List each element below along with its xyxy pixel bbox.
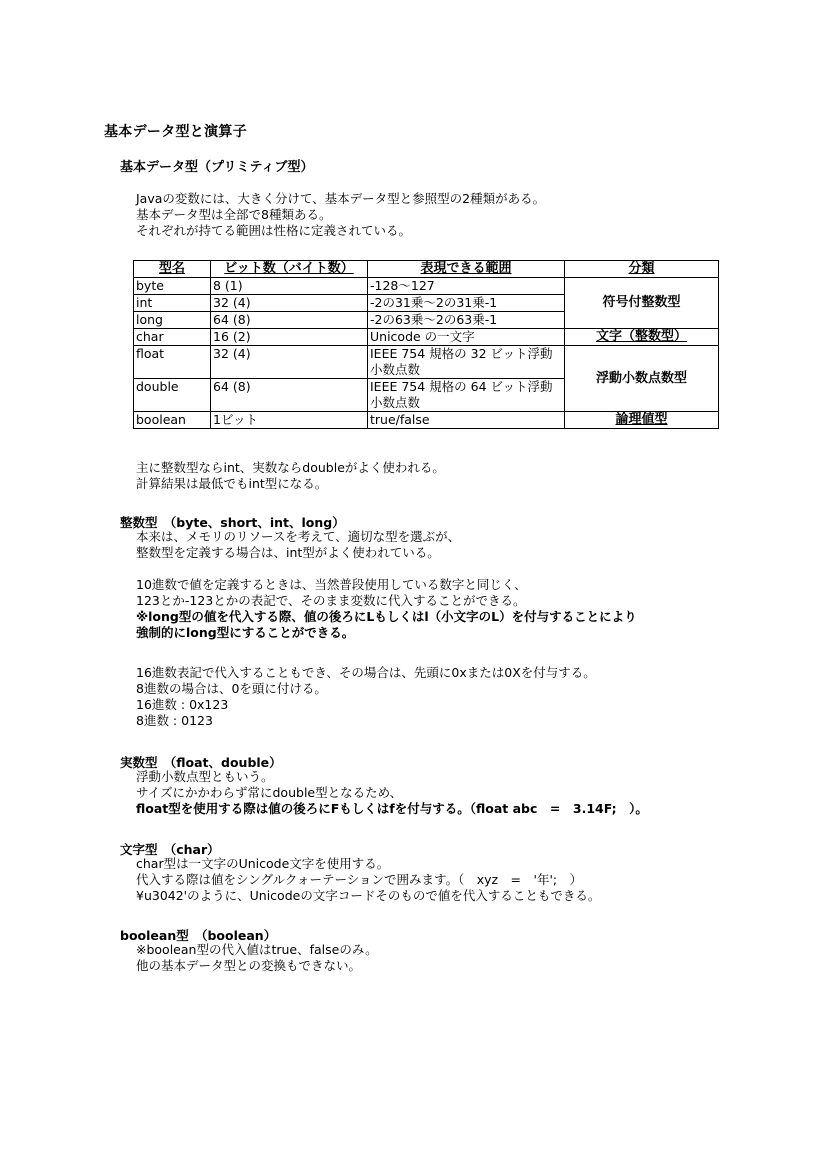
cell-bits: 32 (4)	[211, 295, 368, 312]
cell-range: IEEE 754 規格の 32 ビット浮動小数点数	[368, 346, 565, 379]
cell-category: 論理値型	[565, 412, 719, 429]
page-title: 基本データ型と演算子	[104, 124, 247, 140]
cell-bits: 8 (1)	[211, 278, 368, 295]
cell-category: 浮動小数点数型	[565, 346, 719, 412]
notes-paragraph	[136, 460, 445, 492]
table-row	[134, 346, 719, 379]
text-line: 整数型を定義する場合は、int型がよく使われている。	[136, 545, 440, 560]
text-line: 123とか-123とかの表記で、そのまま変数に代入することができる。	[136, 593, 526, 608]
char-section-body	[136, 856, 600, 904]
intro-paragraph	[136, 191, 545, 239]
header-type-name: 型名	[134, 261, 211, 278]
text-line: 10進数で値を定義するときは、当然普段使用している数字と同じく、	[136, 577, 527, 592]
text-line: 本来は、メモリのリソースを考えて、適切な型を選ぶが、	[136, 529, 461, 544]
text-line: 浮動小数点型ともいう。	[136, 769, 274, 784]
integer-section-body1	[136, 529, 460, 561]
cell-category: 符号付整数型	[565, 278, 719, 329]
cell-bits: 64 (8)	[211, 379, 368, 412]
integer-section-title: 整数型 （byte、short、int、long）	[120, 515, 345, 530]
cell-type: byte	[134, 278, 211, 295]
integer-section-body3	[136, 665, 596, 729]
cell-category: 文字（整数型）	[565, 329, 719, 346]
boolean-section-title: boolean型 （boolean）	[120, 928, 277, 943]
text-line: 他の基本データ型との変換もできない。	[136, 958, 362, 973]
table-row	[134, 329, 719, 346]
header-bits: ビット数（バイト数）	[211, 261, 368, 278]
text-line: ¥u3042'のように、Unicodeの文字コードそのもので値を代入することもできる。	[136, 888, 601, 903]
real-section-title: 実数型 （float、double）	[120, 755, 282, 770]
cell-type: float	[134, 346, 211, 379]
intro-line: それぞれが持てる範囲は性格に定義されている。	[136, 223, 412, 238]
integer-section-body2	[136, 577, 637, 641]
emphasis-line: ※long型の値を代入する際、値の後ろにLもしくはl（小文字のL）を付与することにより	[136, 609, 637, 624]
text-line: サイズにかかわらず常にdouble型となるため、	[136, 785, 403, 800]
cell-type: long	[134, 312, 211, 329]
intro-line: Javaの変数には、大きく分けて、基本データ型と参照型の2種類がある。	[136, 191, 546, 206]
table-row	[134, 412, 719, 429]
cell-bits: 1ビット	[211, 412, 368, 429]
text-line: 16進数 : 0x123	[136, 697, 229, 712]
text-line: 8進数の場合は、0を頭に付ける。	[136, 681, 327, 696]
emphasis-line: float型を使用する際は値の後ろにFもしくはfを付与する。（float abc = 3.14F; ）。	[136, 801, 648, 816]
boolean-section-body	[136, 942, 378, 974]
cell-type: int	[134, 295, 211, 312]
text-line: 16進数表記で代入することもでき、その場合は、先頭に0xまたは0Xを付与する。	[136, 665, 596, 680]
real-section-body	[136, 769, 648, 817]
table-header-row	[134, 261, 719, 278]
cell-range: -2の31乗～2の31乗-1	[368, 295, 565, 312]
section-subtitle: 基本データ型（プリミティブ型）	[120, 160, 314, 175]
text-line: 代入する際は値をシングルクォーテーションで囲みます。（ xyz = '年'; ）	[136, 872, 583, 887]
cell-range: -2の63乗～2の63乗-1	[368, 312, 565, 329]
cell-range: true/false	[368, 412, 565, 429]
header-range: 表現できる範囲	[368, 261, 565, 278]
intro-line: 基本データ型は全部で8種類ある。	[136, 207, 332, 222]
text-line: 8進数 : 0123	[136, 713, 213, 728]
cell-range: IEEE 754 規格の 64 ビット浮動小数点数	[368, 379, 565, 412]
cell-range: Unicode の一文字	[368, 329, 565, 346]
note-line: 計算結果は最低でもint型になる。	[136, 476, 328, 491]
char-section-title: 文字型 （char）	[120, 842, 220, 857]
table-row	[134, 278, 719, 295]
text-line: char型は一文字のUnicode文字を使用する。	[136, 856, 390, 871]
cell-bits: 64 (8)	[211, 312, 368, 329]
cell-type: char	[134, 329, 211, 346]
cell-bits: 32 (4)	[211, 346, 368, 379]
text-line: ※boolean型の代入値はtrue、falseのみ。	[136, 942, 378, 957]
data-types-table	[133, 260, 719, 429]
cell-type: double	[134, 379, 211, 412]
header-category: 分類	[565, 261, 719, 278]
emphasis-line: 強制的にlong型にすることができる。	[136, 625, 355, 640]
note-line: 主に整数型ならint、実数ならdoubleがよく使われる。	[136, 460, 445, 475]
cell-type: boolean	[134, 412, 211, 429]
cell-range: -128～127	[368, 278, 565, 295]
cell-bits: 16 (2)	[211, 329, 368, 346]
